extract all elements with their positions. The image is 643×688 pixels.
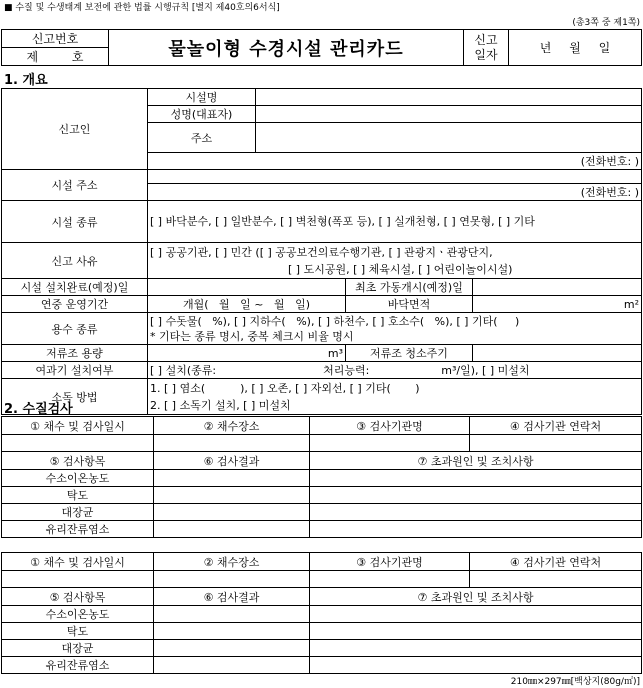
floor-area-field[interactable]: m² bbox=[473, 296, 642, 313]
result-field[interactable] bbox=[154, 606, 310, 623]
action-field[interactable] bbox=[310, 521, 642, 538]
report-reason-label: 신고 사유 bbox=[2, 243, 148, 279]
section1-heading: 1. 개요 bbox=[4, 73, 48, 88]
sampling-datetime-header: ① 채수 및 검사일시 bbox=[2, 553, 154, 571]
floor-area-label: 바닥면적 bbox=[346, 296, 473, 313]
report-item-number[interactable]: 제 호 bbox=[2, 48, 109, 66]
reservoir-capacity-field[interactable]: m³ bbox=[148, 345, 346, 362]
representative-field[interactable] bbox=[256, 106, 642, 123]
disinfection-line1: 1. [ ] 염소( ), [ ] 오존, [ ] 자외선, [ ] 기타( ) bbox=[150, 381, 420, 395]
result-field[interactable] bbox=[154, 504, 310, 521]
action-field[interactable] bbox=[310, 640, 642, 657]
action-field[interactable] bbox=[310, 487, 642, 504]
cause-action-header: ⑦ 초과원인 및 조치사항 bbox=[310, 588, 642, 606]
sampling-datetime-header: ① 채수 및 검사일시 bbox=[2, 417, 154, 435]
lab-contact-field[interactable] bbox=[470, 435, 642, 452]
action-field[interactable] bbox=[310, 623, 642, 640]
sampling-datetime-field[interactable] bbox=[2, 571, 154, 588]
action-field[interactable] bbox=[310, 504, 642, 521]
inspection-table-2 bbox=[1, 552, 642, 674]
test-item-turbidity: 탁도 bbox=[2, 487, 154, 504]
facility-name-field[interactable] bbox=[256, 89, 642, 106]
facility-name-label: 시설명 bbox=[148, 89, 256, 106]
completion-date-field[interactable] bbox=[148, 279, 346, 296]
result-field[interactable] bbox=[154, 470, 310, 487]
operation-period-label: 연중 운영기간 bbox=[2, 296, 148, 313]
report-reason-options[interactable] bbox=[148, 243, 642, 279]
result-field[interactable] bbox=[154, 521, 310, 538]
water-type-options[interactable] bbox=[148, 313, 642, 345]
lab-contact-header: ④ 검사기관 연락처 bbox=[470, 417, 642, 435]
water-type-note: * 기타는 종류 명시, 중복 체크시 비율 명시 bbox=[150, 329, 354, 343]
sampling-place-header: ② 채수장소 bbox=[154, 553, 310, 571]
report-number-label: 신고번호 bbox=[2, 30, 109, 48]
test-result-header: ⑥ 검사결과 bbox=[154, 452, 310, 470]
paper-spec: 210㎜×297㎜[백상지(80g/㎡)] bbox=[510, 677, 640, 687]
facility-address-label: 시설 주소 bbox=[2, 170, 148, 201]
reservoir-cleaning-label: 저류조 청소주기 bbox=[346, 345, 473, 362]
inspection-table-1 bbox=[1, 416, 642, 538]
test-item-coliform: 대장균 bbox=[2, 504, 154, 521]
lab-contact-field[interactable] bbox=[470, 571, 642, 588]
lab-name-header: ③ 검사기관명 bbox=[310, 553, 470, 571]
page-title: 물놀이형 수경시설 관리카드 bbox=[109, 30, 464, 66]
filter-label: 여과기 설치여부 bbox=[2, 362, 148, 379]
sampling-datetime-field[interactable] bbox=[2, 435, 154, 452]
section2-heading: 2. 수질검사 bbox=[4, 402, 73, 417]
report-date-field[interactable]: 년 월 일 bbox=[509, 30, 642, 66]
action-field[interactable] bbox=[310, 606, 642, 623]
disinfection-options[interactable] bbox=[148, 379, 642, 415]
facility-type-label: 시설 종류 bbox=[2, 201, 148, 243]
operation-period-field[interactable]: 개월( 월 일 ~ 월 일) bbox=[148, 296, 346, 313]
facility-type-options[interactable]: [ ] 바닥분수, [ ] 일반분수, [ ] 벽천형(폭포 등), [ ] 실개천형, [ ] 연못형, [ ] 기타 bbox=[148, 201, 642, 243]
overview-table bbox=[1, 88, 642, 415]
test-item-ph: 수소이온농도 bbox=[2, 470, 154, 487]
test-item-chlorine: 유리잔류염소 bbox=[2, 521, 154, 538]
test-item-ph: 수소이온농도 bbox=[2, 606, 154, 623]
first-operation-field[interactable] bbox=[473, 279, 642, 296]
report-date-label: 신고 일자 bbox=[464, 30, 509, 66]
lab-contact-header: ④ 검사기관 연락처 bbox=[470, 553, 642, 571]
result-field[interactable] bbox=[154, 487, 310, 504]
lab-name-field[interactable] bbox=[310, 435, 470, 452]
test-result-header: ⑥ 검사결과 bbox=[154, 588, 310, 606]
facility-phone[interactable]: (전화번호: ) bbox=[148, 184, 642, 201]
test-item-chlorine: 유리잔류염소 bbox=[2, 657, 154, 674]
result-field[interactable] bbox=[154, 623, 310, 640]
completion-date-label: 시설 설치완료(예정)일 bbox=[2, 279, 148, 296]
lab-name-field[interactable] bbox=[310, 571, 470, 588]
address-field[interactable] bbox=[256, 123, 642, 153]
water-type-line1: [ ] 수돗물( %), [ ] 지하수( %), [ ] 하천수, [ ] 호소수( %), [ ] 기타( ) bbox=[150, 314, 520, 328]
water-type-label: 용수 종류 bbox=[2, 313, 148, 345]
first-operation-label: 최초 가동개시(예정)일 bbox=[346, 279, 473, 296]
reservoir-cleaning-field[interactable] bbox=[473, 345, 642, 362]
test-item-turbidity: 탁도 bbox=[2, 623, 154, 640]
disinfection-line2: 2. [ ] 소독기 설치, [ ] 미설치 bbox=[150, 398, 291, 412]
sampling-place-field[interactable] bbox=[154, 571, 310, 588]
test-item-header: ⑤ 검사항목 bbox=[2, 588, 154, 606]
sampling-place-field[interactable] bbox=[154, 435, 310, 452]
filter-not-installed-option: m³/일), [ ] 미설치 bbox=[441, 364, 530, 377]
filter-options[interactable] bbox=[148, 362, 642, 379]
reporter-phone[interactable]: (전화번호: ) bbox=[148, 153, 642, 170]
report-reason-line2: [ ] 도시공원, [ ] 체육시설, [ ] 어린이놀이시설) bbox=[288, 262, 513, 276]
disinfection-label: 소독 방법 bbox=[2, 379, 148, 415]
sampling-place-header: ② 채수장소 bbox=[154, 417, 310, 435]
cause-action-header: ⑦ 초과원인 및 조치사항 bbox=[310, 452, 642, 470]
action-field[interactable] bbox=[310, 657, 642, 674]
filter-installed-option: [ ] 설치(종류: bbox=[150, 364, 217, 377]
reporter-label: 신고인 bbox=[2, 89, 148, 170]
filter-capacity-label: 처리능력: bbox=[323, 364, 370, 377]
facility-address-field[interactable] bbox=[148, 170, 642, 184]
representative-label: 성명(대표자) bbox=[148, 106, 256, 123]
title-block bbox=[1, 29, 642, 66]
reservoir-capacity-label: 저류조 용량 bbox=[2, 345, 148, 362]
lab-name-header: ③ 검사기관명 bbox=[310, 417, 470, 435]
page-count: (총3쪽 중 제1쪽) bbox=[572, 18, 640, 28]
report-reason-line1: [ ] 공공기관, [ ] 민간 ([ ] 공공보건의료수행기관, [ ] 관광지ㆍ관광단지, bbox=[150, 245, 493, 259]
regulation-reference: ■ 수질 및 수생태계 보전에 관한 법률 시행규칙 [별지 제40호의6서식] bbox=[4, 3, 280, 13]
result-field[interactable] bbox=[154, 657, 310, 674]
address-label: 주소 bbox=[148, 123, 256, 153]
result-field[interactable] bbox=[154, 640, 310, 657]
action-field[interactable] bbox=[310, 470, 642, 487]
test-item-coliform: 대장균 bbox=[2, 640, 154, 657]
test-item-header: ⑤ 검사항목 bbox=[2, 452, 154, 470]
